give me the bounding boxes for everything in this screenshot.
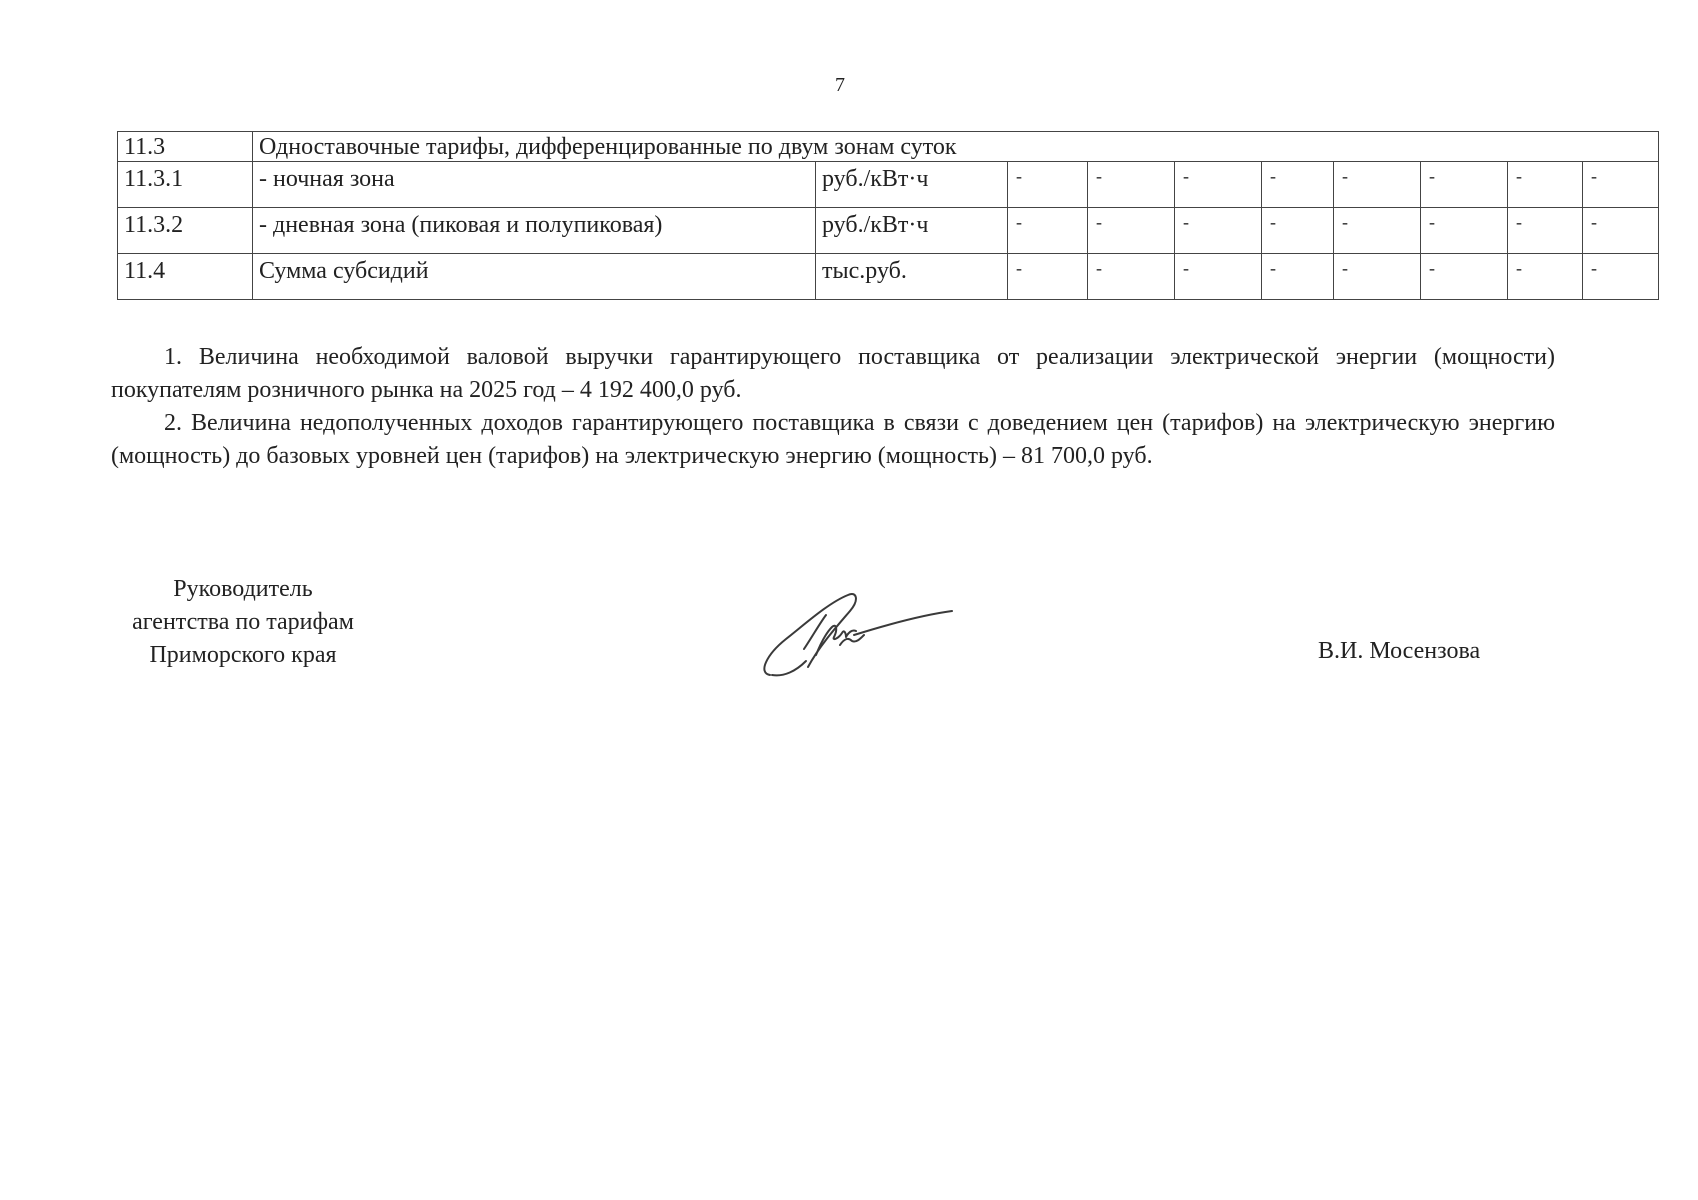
row-number-cell: 11.3.1 bbox=[118, 162, 253, 208]
table-row bbox=[118, 254, 1659, 300]
value-cell: - bbox=[1175, 254, 1262, 300]
value-cell: - bbox=[1421, 254, 1508, 300]
row-number-cell: 11.3.2 bbox=[118, 208, 253, 254]
value-cell: - bbox=[1088, 162, 1175, 208]
value-cell: - bbox=[1262, 162, 1334, 208]
value-cell: - bbox=[1008, 254, 1088, 300]
row-number-cell: 11.4 bbox=[118, 254, 253, 300]
value-cell: - bbox=[1175, 162, 1262, 208]
signer-name: В.И. Мосензова bbox=[1318, 638, 1481, 664]
signer-title-line: Руководитель bbox=[173, 576, 313, 602]
value-cell: - bbox=[1262, 208, 1334, 254]
section-title-cell: Одноставочные тарифы, дифференцированные по двум зонам суток bbox=[253, 132, 1659, 162]
value-cell: - bbox=[1583, 208, 1659, 254]
value-cell: - bbox=[1262, 254, 1334, 300]
paragraph-revenue: 1. Величина необходимой валовой выручки гарантирующего поставщика от реализации электрической энергии (мощности) покупателям розничного рынка на 2025 год – 4 192 400,0 руб. bbox=[111, 344, 1555, 403]
value-cell: - bbox=[1583, 254, 1659, 300]
value-cell: - bbox=[1334, 254, 1421, 300]
value-cell: - bbox=[1508, 254, 1583, 300]
table-section-row bbox=[118, 132, 1659, 162]
page-number: 7 bbox=[835, 74, 845, 96]
value-cell: - bbox=[1088, 208, 1175, 254]
row-number-cell: 11.3 bbox=[118, 132, 253, 162]
value-cell: - bbox=[1508, 208, 1583, 254]
notes-section bbox=[111, 341, 1555, 473]
tariff-table bbox=[117, 131, 1659, 300]
row-name-cell: Сумма субсидий bbox=[253, 254, 816, 300]
handwritten-signature bbox=[756, 589, 956, 681]
value-cell: - bbox=[1508, 162, 1583, 208]
value-cell: - bbox=[1583, 162, 1659, 208]
signer-title bbox=[103, 573, 383, 672]
table-row bbox=[118, 208, 1659, 254]
row-name-cell: - дневная зона (пиковая и полупиковая) bbox=[253, 208, 816, 254]
value-cell: - bbox=[1008, 208, 1088, 254]
value-cell: - bbox=[1088, 254, 1175, 300]
signer-title-line: агентства по тарифам bbox=[132, 609, 354, 635]
table-row bbox=[118, 162, 1659, 208]
row-unit-cell: руб./кВт·ч bbox=[816, 162, 1008, 208]
value-cell: - bbox=[1175, 208, 1262, 254]
row-unit-cell: тыс.руб. bbox=[816, 254, 1008, 300]
value-cell: - bbox=[1421, 162, 1508, 208]
row-unit-cell: руб./кВт·ч bbox=[816, 208, 1008, 254]
row-name-cell: - ночная зона bbox=[253, 162, 816, 208]
value-cell: - bbox=[1008, 162, 1088, 208]
paragraph-lost-income: 2. Величина недополученных доходов гарантирующего поставщика в связи с доведением цен (тарифов) на электрическую энергию (мощность) до базовых уровней цен (тарифов) на электрическую энергию (мощность) – 81 700,0 руб. bbox=[111, 410, 1555, 469]
value-cell: - bbox=[1421, 208, 1508, 254]
signer-title-line: Приморского края bbox=[149, 642, 337, 668]
value-cell: - bbox=[1334, 208, 1421, 254]
value-cell: - bbox=[1334, 162, 1421, 208]
